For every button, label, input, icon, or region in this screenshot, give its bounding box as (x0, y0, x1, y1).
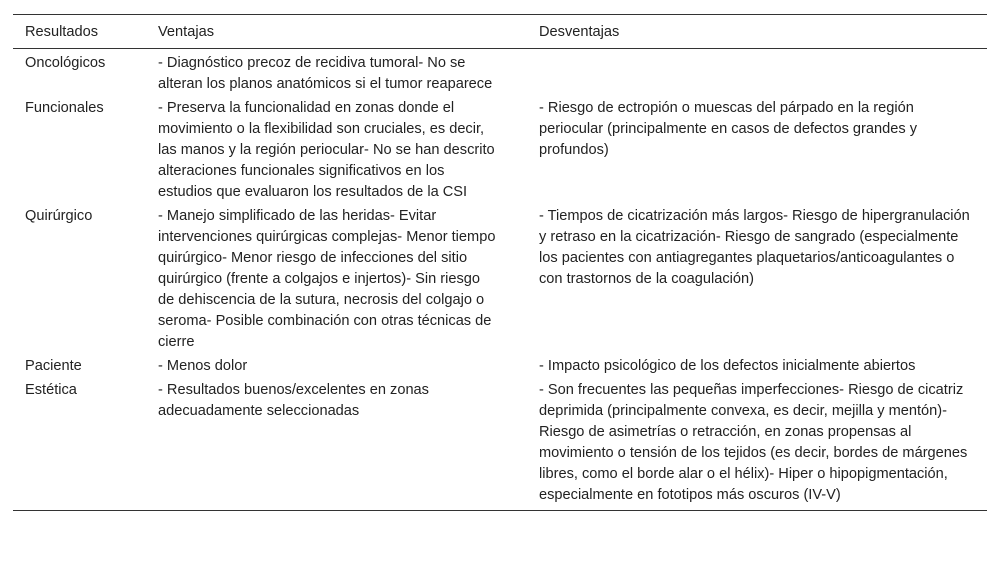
results-table (13, 14, 987, 511)
cell-ventajas: - Preserva la funcionalidad en zonas donde el movimiento o la flexibilidad son cruciales, es decir, las manos y la región periocular- No se han descrito alteraciones funcionales significativos en los estudios que evaluaron los resultados de la CSI (158, 100, 495, 200)
cell-resultado: Funcionales (25, 100, 104, 116)
cell-ventajas: - Manejo simplificado de las heridas- Evitar intervenciones quirúrgicas complejas- Menor tiempo quirúrgico- Menor riesgo de infecciones del sitio quirúrgico (frente a colgajos e injertos)- Sin riesgo de dehiscencia de la sutura, necrosis del colgajo o seroma- Posible combinación con otras técnicas de cierre (158, 208, 496, 350)
header-row (13, 15, 987, 49)
table-row-funcionales (13, 97, 987, 205)
cell-desventajas: - Impacto psicológico de los defectos inicialmente abiertos (539, 358, 916, 374)
table-body (13, 49, 987, 511)
cell-ventajas: - Menos dolor (158, 358, 248, 374)
cell-ventajas: - Resultados buenos/excelentes en zonas adecuadamente seleccionadas (146, 379, 527, 511)
cell-desventajas: - Son frecuentes las pequeñas imperfecciones- Riesgo de cicatriz deprimida (principalmente convexa, es decir, mejilla y mentón)- Riesgo de asimetrías o retracción, en zonas propensas al movimiento o tensión de los tejidos (es decir, bordes de márgenes libres, como el borde alar o el hélix)- Hiper o hipopigmentación, especialmente en fototipos más oscuros (IV-V) (527, 379, 987, 511)
cell-desventajas (527, 49, 987, 98)
cell-desventajas: - Riesgo de ectropión o muescas del párpado en la región periocular (principalmente en casos de defectos grandes y profundos) (539, 100, 918, 158)
cell-resultado: Estética (13, 379, 146, 511)
table-header (13, 15, 987, 49)
cell-resultado: Quirúrgico (25, 208, 93, 224)
cell-desventajas: - Tiempos de cicatrización más largos- Riesgo de hipergranulación y retraso en la cicatrización- Riesgo de sangrado (especialmente los pacientes con antiagregantes plaquetarios/anticoagulantes o con trastornos de la coagulación) (539, 208, 970, 287)
table-row-paciente (13, 355, 987, 379)
results-table-container (13, 14, 987, 511)
table-row-oncologicos (13, 49, 987, 98)
table-row-quirurgico (13, 205, 987, 355)
cell-resultado: Oncológicos (25, 55, 106, 71)
header-ventajas: Ventajas (146, 15, 527, 49)
header-resultados: Resultados (13, 15, 146, 49)
cell-ventajas: - Diagnóstico precoz de recidiva tumoral- No se alteran los planos anatómicos si el tumor reaparece (158, 55, 493, 92)
table-row-estetica (13, 379, 987, 511)
cell-resultado: Paciente (25, 358, 82, 374)
header-desventajas: Desventajas (527, 15, 987, 49)
